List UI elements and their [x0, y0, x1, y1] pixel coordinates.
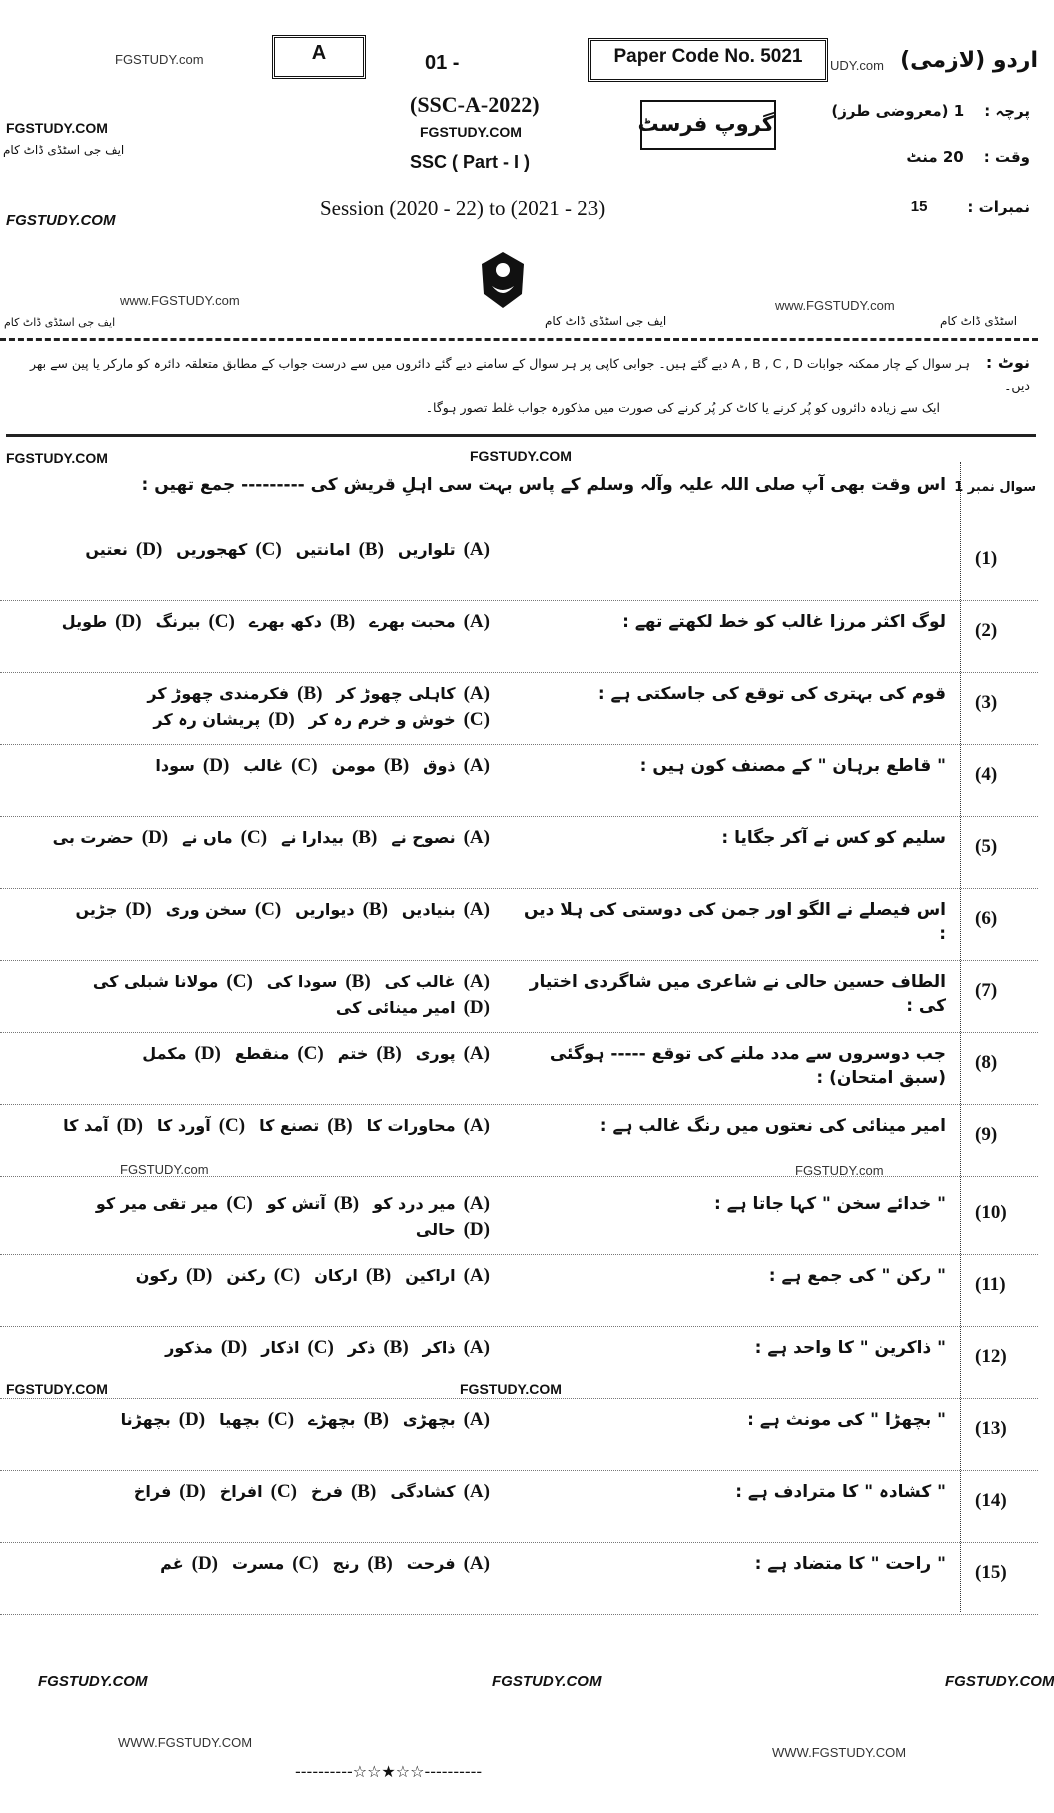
option-c[interactable] [182, 826, 267, 850]
question-number: (3) [975, 692, 998, 713]
option-text: فراخ [133, 1482, 172, 1501]
question-number: (15) [975, 1562, 1007, 1583]
option-text: سودا کی [266, 972, 338, 991]
options [10, 538, 490, 562]
option-c[interactable] [261, 1336, 334, 1360]
option-text: دکھ بھرے [248, 612, 322, 631]
option-label: (C) [291, 755, 318, 776]
option-text: جڑیں [75, 900, 118, 919]
question-text: " راحت " کا متضاد ہے : [754, 1554, 946, 1574]
option-text: محبت بھرے [369, 612, 456, 631]
option-label: (A) [463, 611, 490, 632]
instructions-note [20, 352, 1030, 419]
options [10, 1114, 490, 1138]
option-label: (B) [358, 539, 384, 560]
option-c[interactable] [309, 708, 490, 732]
option-text: ذکر [347, 1338, 376, 1357]
option-text: حضرت بی [52, 828, 134, 847]
option-label: (B) [383, 1337, 409, 1358]
option-label: (C) [240, 827, 268, 848]
options [10, 610, 490, 634]
marks-value: 15 [910, 198, 928, 215]
option-text: مکمل [142, 1044, 187, 1063]
option-label: (A) [463, 1337, 490, 1358]
option-label: (A) [463, 1193, 490, 1214]
question-row [0, 1472, 1038, 1543]
option-label: (A) [463, 1043, 490, 1064]
option-text: میر تقی میر کو [95, 1194, 219, 1213]
time-info [906, 148, 1030, 166]
options [10, 1336, 490, 1360]
options [10, 754, 490, 778]
option-text: طویل [61, 612, 108, 631]
question-row [0, 746, 1038, 817]
option-text: امیر مینائی کی [335, 998, 456, 1017]
option-text: خوش و خرم رہ کر [308, 710, 456, 729]
option-label: (D) [179, 1481, 206, 1502]
marks-info [911, 198, 1030, 216]
option-text: فرخ [311, 1482, 343, 1501]
question-number: (13) [975, 1418, 1007, 1439]
option-b[interactable] [296, 538, 384, 562]
option-text: نصوح نے [391, 828, 456, 847]
watermark: www.FGSTUDY.com [120, 293, 240, 308]
question-row [0, 530, 1038, 601]
watermark: ایف جی اسٹڈی ڈاٹ کام [3, 143, 125, 157]
options [10, 1042, 490, 1066]
option-text: رنج [332, 1554, 360, 1573]
watermark: FGSTUDY.com [115, 52, 204, 67]
option-a[interactable] [373, 1192, 490, 1216]
footer-watermark-right: FGSTUDY.COM [945, 1673, 1054, 1690]
option-b[interactable] [332, 754, 410, 778]
option-text: منقطع [234, 1044, 290, 1063]
paper-code: Paper Code No. 5021 [588, 38, 828, 82]
option-label: (A) [463, 899, 490, 920]
footer-watermark-center: FGSTUDY.COM [492, 1673, 602, 1690]
option-label: (D) [202, 755, 230, 776]
subject-title: اردو (لازمی) [900, 48, 1038, 73]
option-text: رکنن [226, 1266, 266, 1285]
option-c[interactable] [156, 610, 235, 634]
option-d[interactable] [53, 826, 168, 850]
option-text: غالب [243, 756, 284, 775]
option-label: (D) [178, 1409, 206, 1430]
question-row [0, 962, 1038, 1033]
question-number: (11) [975, 1274, 1006, 1295]
option-b[interactable] [249, 610, 355, 634]
option-b[interactable] [348, 1336, 409, 1360]
option-c[interactable] [176, 538, 281, 562]
options [10, 1192, 490, 1242]
option-c[interactable] [220, 1480, 297, 1504]
question-text: " ذاکرین " کا واحد ہے : [754, 1338, 946, 1358]
option-d[interactable] [142, 1042, 221, 1066]
option-label: (A) [463, 1115, 490, 1136]
option-text: ذاکر [422, 1338, 456, 1357]
option-a[interactable] [390, 1480, 490, 1504]
session: Session (2020 - 22) to (2021 - 23) [320, 196, 606, 220]
option-b[interactable] [267, 1192, 359, 1216]
option-label: (D) [125, 899, 152, 920]
option-text: بچھڑے [308, 1410, 356, 1429]
paper-info [831, 102, 1030, 120]
question-text: " کشادہ " کا مترادف ہے : [735, 1482, 946, 1502]
option-label: (A) [463, 971, 490, 992]
option-a[interactable] [423, 754, 490, 778]
option-text: دیواریں [295, 900, 355, 919]
option-label: (C) [254, 899, 282, 920]
option-label: (C) [218, 1115, 246, 1136]
question-row [0, 1034, 1038, 1105]
options [10, 1480, 490, 1504]
option-label: (C) [226, 971, 253, 992]
option-b[interactable] [281, 826, 377, 850]
version-box: A [272, 35, 366, 79]
option-text: ارکان [314, 1266, 358, 1285]
option-d[interactable] [62, 610, 142, 634]
question-text: قوم کی بہتری کی توقع کی جاسکتی ہے : [597, 684, 946, 704]
options [10, 682, 490, 732]
watermark: FGSTUDY.COM [6, 1381, 108, 1397]
options [10, 1408, 490, 1432]
option-label: (B) [383, 755, 410, 776]
option-c[interactable] [96, 1192, 253, 1216]
watermark: FGSTUDY.com [795, 1163, 884, 1178]
watermark: www.FGSTUDY.com [775, 298, 895, 313]
question-number: (6) [975, 908, 998, 929]
option-text: غالب کی [384, 972, 456, 991]
watermark: FGSTUDY.COM [6, 212, 116, 229]
watermark: ایف جی اسٹڈی ڈاٹ کام [545, 314, 667, 328]
question-row [0, 818, 1038, 889]
option-text: مذکور [165, 1338, 213, 1357]
option-c[interactable] [166, 898, 281, 922]
option-text: پوری [415, 1044, 456, 1063]
watermark: اسٹڈی ڈاٹ کام [940, 314, 1018, 328]
option-a[interactable] [398, 538, 490, 562]
option-text: افراخ [219, 1482, 263, 1501]
option-b[interactable] [314, 1264, 391, 1288]
option-label: (A) [463, 683, 490, 704]
option-b[interactable] [333, 1552, 393, 1576]
option-label: (B) [363, 1409, 389, 1430]
option-text: کھجوریں [176, 540, 248, 559]
option-label: (B) [350, 1481, 377, 1502]
options [10, 1552, 490, 1576]
marks-label: نمبرات : [967, 198, 1030, 216]
option-text: آتش کو [266, 1194, 326, 1213]
divider [0, 338, 1038, 341]
option-text: رکون [135, 1266, 178, 1285]
option-text: سخن وری [165, 900, 247, 919]
serial-number: 01 - [425, 52, 460, 74]
option-label: (C) [255, 539, 282, 560]
option-label: (D) [194, 1043, 221, 1064]
option-text: حالی [415, 1220, 456, 1239]
option-label: (A) [463, 1481, 490, 1502]
option-label: (B) [297, 683, 323, 704]
option-label: (B) [329, 611, 356, 632]
option-label: (C) [270, 1481, 298, 1502]
option-label: (D) [141, 827, 169, 848]
footer-www-left: WWW.FGSTUDY.COM [118, 1735, 253, 1750]
option-d[interactable] [160, 1552, 218, 1576]
option-text: امانتیں [295, 540, 351, 559]
option-a[interactable] [367, 1114, 490, 1138]
option-a[interactable] [407, 1552, 490, 1576]
option-label: (C) [463, 709, 490, 730]
watermark: FGSTUDY.COM [420, 124, 522, 140]
option-text: سودا [155, 756, 195, 775]
option-label: (A) [463, 1553, 490, 1574]
section-label: سوال نمبر 1 [954, 480, 1036, 495]
question-text: امیر مینائی کی نعتوں میں رنگ غالب ہے : [599, 1116, 946, 1136]
question-text: سلیم کو کس نے آکر جگایا : [721, 828, 946, 848]
board-logo-icon [478, 250, 528, 310]
option-text: مومن [331, 756, 376, 775]
option-a[interactable] [416, 1042, 490, 1066]
option-label: (B) [345, 971, 371, 992]
option-text: بیدارا نے [281, 828, 344, 847]
option-label: (D) [463, 1219, 490, 1240]
option-text: اراکین [405, 1266, 456, 1285]
question-text: " قاطع برہان " کے مصنف کون ہیں : [639, 756, 946, 776]
question-text: الطاف حسین حالی نے شاعری میں شاگردی اختیار کی : [529, 972, 946, 1016]
option-d[interactable] [416, 1218, 490, 1242]
question-text: جب دوسروں سے مدد ملنے کی توقع ----- ہوگئی (سبق امتحان) : [549, 1044, 946, 1088]
option-b[interactable] [308, 1408, 389, 1432]
options [10, 1264, 490, 1288]
option-label: (D) [191, 1553, 219, 1574]
class-label: SSC ( Part - I ) [410, 152, 531, 172]
question-text: اس فیصلے نے الگو اور جمن کی دوستی کی ہلا دیں : [523, 900, 946, 944]
options [10, 898, 490, 922]
question-text: " خدائے سخن " کہا جاتا ہے : [713, 1194, 946, 1214]
exam-code: (SSC-A-2022) [410, 92, 540, 117]
note-label: نوٹ : [985, 353, 1030, 372]
option-label: (A) [463, 755, 490, 776]
option-text: فرحت [406, 1554, 456, 1573]
option-b[interactable] [259, 1114, 352, 1138]
question-row [0, 890, 1038, 961]
question-number: (10) [975, 1202, 1007, 1223]
question-number: (7) [975, 980, 998, 1001]
option-label: (C) [292, 1553, 319, 1574]
option-b[interactable] [267, 970, 371, 994]
option-text: ماں نے [182, 828, 233, 847]
option-label: (B) [362, 899, 388, 920]
option-d[interactable] [136, 1264, 213, 1288]
question-number: (5) [975, 836, 998, 857]
option-label: (D) [220, 1337, 248, 1358]
options [10, 826, 490, 850]
watermark: FGSTUDY.com [120, 1162, 209, 1177]
option-text: کشادگی [390, 1482, 456, 1501]
question-number: (8) [975, 1052, 998, 1073]
option-d[interactable] [165, 1336, 247, 1360]
option-a[interactable] [402, 898, 490, 922]
option-text: مولانا شبلی کی [92, 972, 219, 991]
section-stem: اس وقت بھی آپ صلی اللہ علیہ وآلہ وسلم کے پاس بہت سی اہلِ قریش کی --------- جمع تھیں : [141, 475, 946, 495]
end-of-paper-mark: ----------☆☆★☆☆---------- [295, 1762, 483, 1781]
option-label: (B) [376, 1043, 402, 1064]
option-a[interactable] [403, 1408, 490, 1432]
option-text: فکرمندی چھوڑ کر [147, 684, 290, 703]
options [10, 970, 490, 1020]
option-text: ختم [337, 1044, 369, 1063]
option-text: میر درد کو [373, 1194, 456, 1213]
question-text: " بچھڑا " کی مونث ہے : [747, 1410, 946, 1430]
option-label: (D) [115, 611, 142, 632]
question-row [0, 1184, 1038, 1255]
option-text: آورد کا [156, 1116, 211, 1135]
question-number: (1) [975, 548, 998, 569]
paper-label: پرچہ : [984, 102, 1030, 120]
option-a[interactable] [405, 1264, 490, 1288]
question-row [0, 602, 1038, 673]
option-text: اذکار [261, 1338, 300, 1357]
question-row [0, 674, 1038, 745]
option-text: ذوق [423, 756, 456, 775]
group-box: گروپ فرسٹ [640, 100, 776, 150]
option-label: (A) [463, 1409, 490, 1430]
option-label: (A) [463, 827, 490, 848]
question-row [0, 1544, 1038, 1615]
watermark: FGSTUDY.COM [6, 450, 108, 466]
option-label: (C) [226, 1193, 253, 1214]
option-label: (D) [185, 1265, 213, 1286]
option-d[interactable] [134, 1480, 206, 1504]
question-row [0, 1400, 1038, 1471]
option-text: بیرنگ [155, 612, 201, 631]
question-number: (4) [975, 764, 998, 785]
option-label: (B) [367, 1553, 393, 1574]
watermark: ایف جی اسٹڈی ڈاٹ کام [4, 316, 116, 329]
option-label: (C) [267, 1409, 295, 1430]
option-label: (B) [351, 827, 378, 848]
option-a[interactable] [391, 826, 490, 850]
option-a[interactable] [336, 682, 490, 706]
question-text: " رکن " کی جمع ہے : [768, 1266, 946, 1286]
paper-value: 1 (معروضی طرز) [831, 102, 965, 120]
question-number: (12) [975, 1346, 1007, 1367]
option-text: کاہلی چھوڑ کر [336, 684, 456, 703]
option-c[interactable] [232, 1552, 319, 1576]
option-text: غم [160, 1554, 184, 1573]
option-label: (C) [273, 1265, 301, 1286]
option-d[interactable] [153, 708, 294, 732]
question-number: (14) [975, 1490, 1007, 1511]
option-text: پریشان رہ کر [153, 710, 261, 729]
option-label: (B) [327, 1115, 353, 1136]
question-number: (9) [975, 1124, 998, 1145]
option-d[interactable] [75, 898, 151, 922]
option-text: محاورات کا [366, 1116, 456, 1135]
option-c[interactable] [93, 970, 253, 994]
note-line-1: ہر سوال کے چار ممکنہ جوابات A , B , C , D دیے گئے ہیں۔ جوابی کاپی پر ہر سوال کے سامنے دیے گئے دائروں میں سے درست جواب کے مطابق متعلقہ دائرہ کو مارکر یا پین سے بھر دیں۔ [30, 356, 1030, 393]
option-a[interactable] [385, 970, 490, 994]
option-text: نعتیں [85, 540, 128, 559]
option-text: بچھڑنا [120, 1410, 171, 1429]
footer-watermark-left: FGSTUDY.COM [38, 1673, 148, 1690]
time-label: وقت : [983, 148, 1030, 166]
option-text: مسرت [232, 1554, 285, 1573]
option-d[interactable] [121, 1408, 205, 1432]
question-number: (2) [975, 620, 998, 641]
option-label: (D) [135, 539, 163, 560]
option-c[interactable] [157, 1114, 245, 1138]
option-d[interactable] [63, 1114, 143, 1138]
option-text: بچھیا [219, 1410, 260, 1429]
watermark: FGSTUDY.COM [6, 120, 108, 136]
footer-www-right: WWW.FGSTUDY.COM [772, 1745, 907, 1760]
option-a[interactable] [369, 610, 490, 634]
option-label: (D) [463, 997, 490, 1018]
option-text: تصنع کا [259, 1116, 320, 1135]
option-b[interactable] [295, 898, 388, 922]
option-text: آمد کا [63, 1116, 109, 1135]
option-d[interactable] [336, 996, 490, 1020]
watermark: FGSTUDY.COM [460, 1381, 562, 1397]
option-a[interactable] [423, 1336, 490, 1360]
question-row [0, 1256, 1038, 1327]
option-c[interactable] [226, 1264, 300, 1288]
option-label: (C) [297, 1043, 324, 1064]
option-label: (C) [307, 1337, 334, 1358]
option-c[interactable] [219, 1408, 294, 1432]
option-d[interactable] [155, 754, 229, 778]
watermark: FGSTUDY.COM [470, 448, 572, 464]
watermark: UDY.com [830, 58, 884, 73]
option-label: (B) [333, 1193, 360, 1214]
time-value: 20 منٹ [906, 148, 964, 166]
option-b[interactable] [311, 1480, 376, 1504]
option-label: (A) [463, 539, 490, 560]
option-b[interactable] [147, 682, 322, 706]
option-text: تلواریں [397, 540, 456, 559]
option-label: (D) [116, 1115, 143, 1136]
divider [6, 434, 1036, 437]
option-label: (B) [365, 1265, 392, 1286]
note-line-2: ایک سے زیادہ دائروں کو پُر کرنے یا کاٹ کر پُر کرنے کی صورت میں مذکورہ جواب غلط تصور ہوگا۔ [425, 400, 940, 415]
option-c[interactable] [243, 754, 317, 778]
option-label: (A) [463, 1265, 490, 1286]
option-c[interactable] [235, 1042, 324, 1066]
note-line-1-wrap [20, 352, 1030, 397]
option-d[interactable] [85, 538, 162, 562]
option-label: (C) [208, 611, 235, 632]
option-b[interactable] [338, 1042, 402, 1066]
option-label: (D) [268, 709, 295, 730]
option-text: بنیادیں [401, 900, 456, 919]
option-text: بچھڑی [402, 1410, 456, 1429]
question-text: لوگ اکثر مرزا غالب کو خط لکھتے تھے : [622, 612, 946, 632]
